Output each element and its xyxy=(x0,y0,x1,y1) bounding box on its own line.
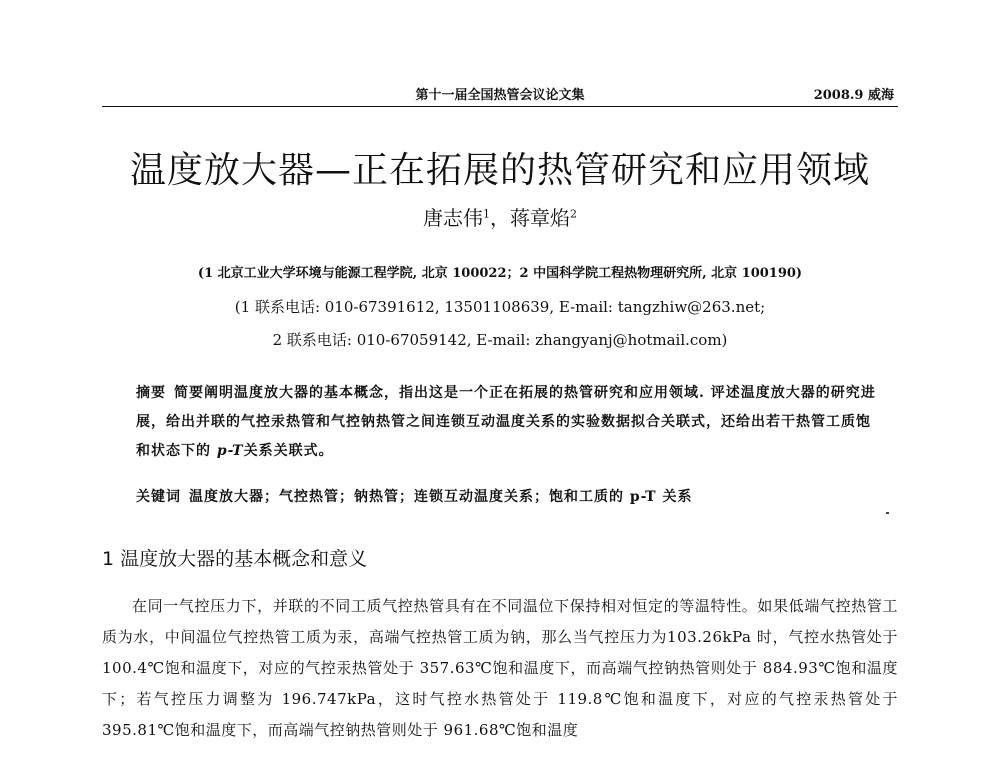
body-text xyxy=(102,591,898,746)
author-name: 唐志伟 xyxy=(423,206,483,230)
keywords xyxy=(136,486,896,506)
abstract-text: 简要阐明温度放大器的基本概念，指出这是一个正在拓展的热管研究和应用领域. 评述温度放大器的研究进展，给出并联的气控汞热管和气控钠热管之间连锁互动温度关系的实验数据拟合关联式，还给出若干热管工质饱和状态下的 xyxy=(136,385,876,459)
scan-speck xyxy=(886,512,889,514)
section-heading: 1 温度放大器的基本概念和意义 xyxy=(102,548,368,570)
author-line xyxy=(0,202,1000,231)
abstract xyxy=(136,379,876,466)
affiliation-mark: 1 xyxy=(483,207,490,221)
paper-title: 温度放大器—正在拓展的热管研究和应用领域 xyxy=(129,150,870,191)
running-header xyxy=(102,80,898,107)
keywords-text: 温度放大器；气控热管；钠热管；连锁互动温度关系；饱和工质的 p-T 关系 xyxy=(189,489,693,505)
affiliation-mark: 2 xyxy=(570,207,577,221)
date-place: 2008.9 威海 xyxy=(813,88,894,103)
abstract-text-end: 关系关联式。 xyxy=(243,443,334,459)
contact-line-1: (1 联系电话: 010-67391612, 13501108639, E-mail: tangzhiw@263.net; xyxy=(234,298,766,316)
paragraph: 在同一气控压力下，并联的不同工质气控热管具有在不同温位下保持相对恒定的等温特性。如果低端气控热管工质为水，中间温位气控热管工质为汞，高端气控热管工质为钠，那么当气控压力为103.26kPa 时，气控水热管处于 100.4℃饱和温度下，对应的气控汞热管处于 357.63℃饱和温度下，而高端气控钠热管则处于 884.93℃饱和温度下；若气控压力调整为 196.747kPa，这时气控水热管处于 119.8℃饱和温度下，对应的气控汞热管处于 395.81℃饱和温度下，而高端气控钠热管则处于 961.68℃饱和温度 xyxy=(102,597,898,739)
abstract-label: 摘要 xyxy=(136,385,166,401)
author-separator: ， xyxy=(490,206,510,230)
contact-line-2: 2 联系电话: 010-67059142, E-mail: zhangyanj@hotmail.com) xyxy=(272,331,728,349)
author-name: 蒋章焰 xyxy=(510,206,570,230)
affiliations: (1 北京工业大学环境与能源工程学院, 北京 100022；2 中国科学院工程热物理研究所, 北京 100190) xyxy=(197,266,803,281)
keywords-label: 关键词 xyxy=(136,489,181,505)
abstract-italic-term: p-T xyxy=(216,443,244,459)
journal-name: 第十一届全国热管会议论文集 xyxy=(415,88,585,103)
